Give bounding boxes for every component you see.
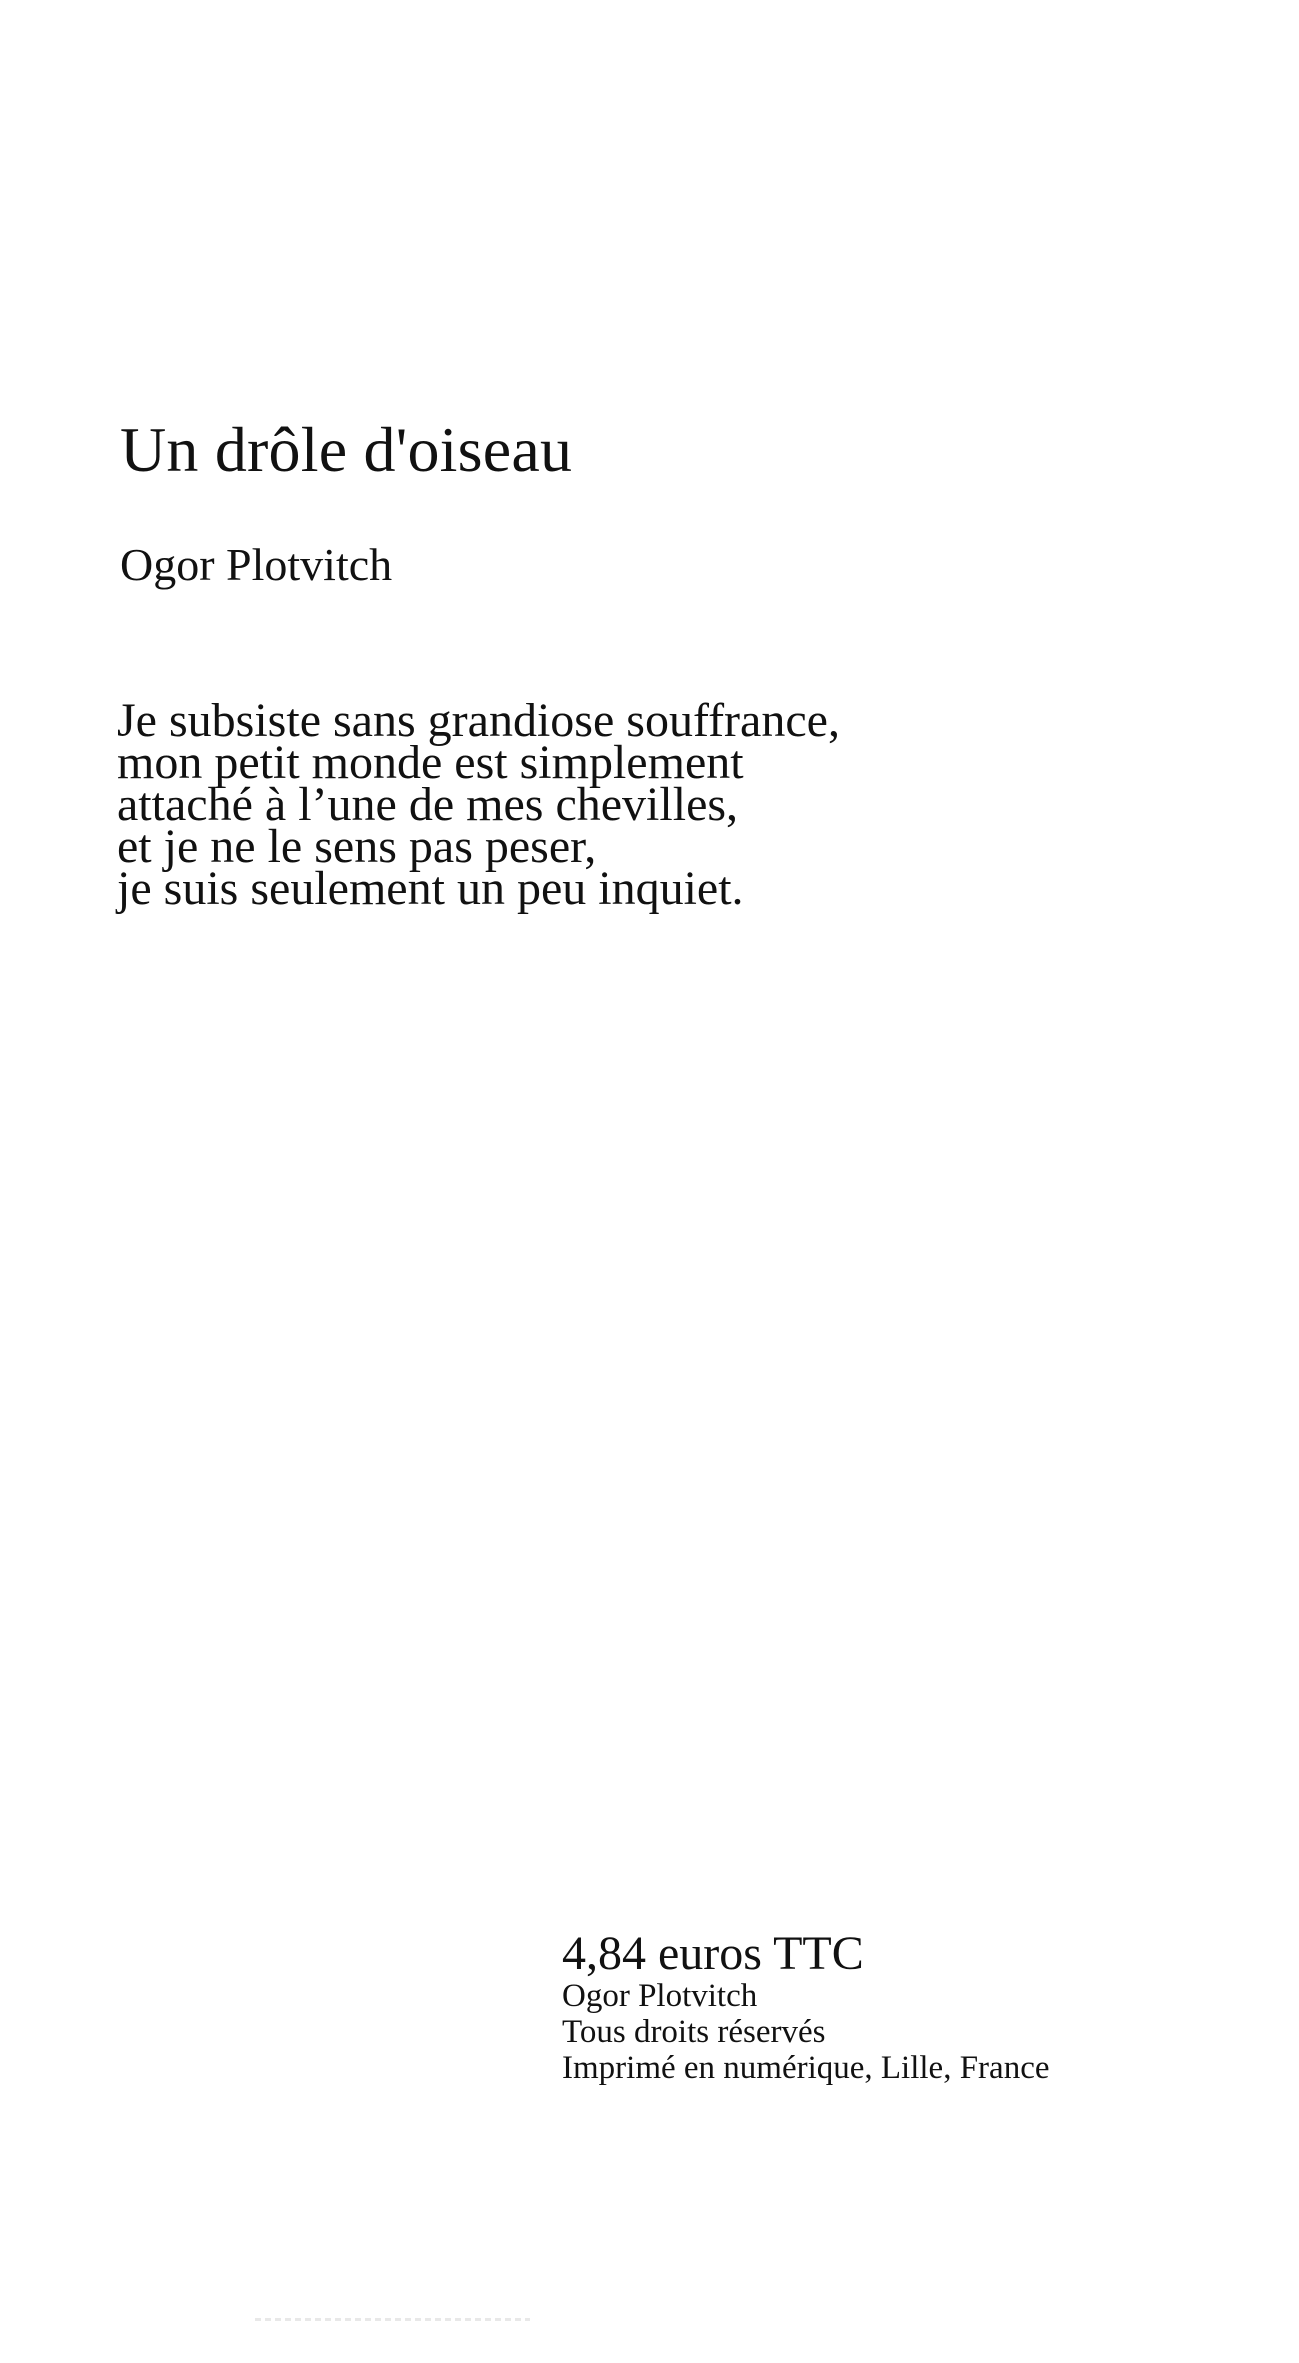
poem xyxy=(117,694,840,915)
poem-line: et je ne le sens pas peser, xyxy=(117,820,597,873)
author-name: Ogor Plotvitch xyxy=(120,539,393,590)
page-title: Un drôle d'oiseau xyxy=(120,414,573,485)
poem-line: attaché à l’une de mes chevilles, xyxy=(117,778,739,831)
rights-notice: Tous droits réservés xyxy=(562,2014,826,2050)
poem-line: mon petit monde est simplement xyxy=(117,736,744,789)
printing-notice: Imprimé en numérique, Lille, France xyxy=(562,2050,1050,2086)
poem-line: Je subsiste sans grandiose souffrance, xyxy=(117,694,840,747)
faint-footer-mark xyxy=(255,2318,530,2321)
poem-line: je suis seulement un peu inquiet. xyxy=(117,862,744,915)
colophon-author: Ogor Plotvitch xyxy=(562,1978,758,2014)
colophon xyxy=(562,1927,1050,2086)
price-label: 4,84 euros TTC xyxy=(562,1927,864,1980)
